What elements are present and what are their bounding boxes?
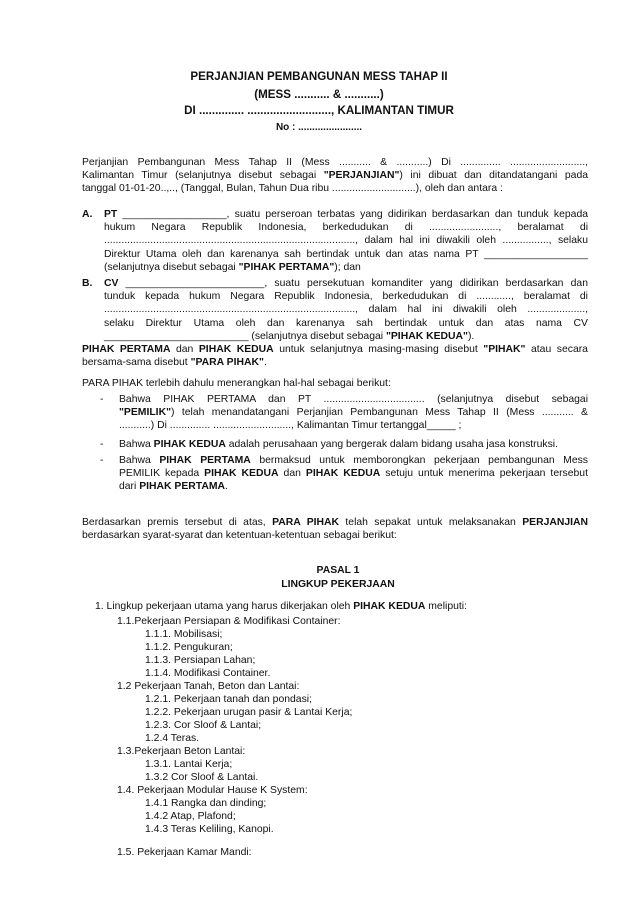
scope-subitem: 1.4. Pekerjaan Modular Hause K System: (117, 785, 308, 796)
recital-point-body (119, 454, 588, 494)
recital-point-body (119, 393, 588, 433)
recitals-intro (82, 377, 588, 390)
party-a-line: (selanjutnya disebut sebagai "PIHAK PERTAMA"); dan (104, 261, 361, 273)
party-b-line: selaku Direktur Utama oleh dan karenanya sah bertindak untuk dan atas nama CV (104, 317, 588, 329)
party-b-line: CV ________________________, suatu persekutuan komanditer yang didirikan berdasarkan dan (104, 278, 588, 289)
scope-subsubitem: 1.2.3. Cor Sloof & Lantai; (145, 720, 262, 731)
scope-subsubitem: 1.1.3. Persiapan Lahan; (145, 655, 256, 666)
dash-bullet: - (100, 394, 104, 405)
scope-subitem: 1.1.Pekerjaan Persiapan & Modifikasi Container: (117, 616, 341, 627)
recital-point-body (119, 438, 588, 451)
party-b-body (104, 277, 588, 343)
para-pihak-paragraph (82, 343, 588, 369)
recital-line: PEMILIK kepada PIHAK KEDUA dan PIHAK KEDUA setuju untuk menerima pekerjaan tersebut (119, 468, 588, 480)
intro-line: tanggal 01-01-20..,.., (Tanggal, Bulan, Tahun Dua ribu .............................), oleh dan antara : (82, 183, 503, 195)
scope-subsubitem: 1.3.2 Cor Sloof & Lantai. (145, 772, 259, 783)
party-b-line: tunduk kepada hukum Negara Republik Indonesia, berkedudukan di ............, beralamat di (104, 291, 588, 303)
agreement-title: PERJANJIAN PEMBANGUNAN MESS TAHAP II (190, 70, 448, 83)
recitals-intro-line: PARA PIHAK terlebih dahulu menerangkan hal-hal sebagai berikut: (82, 378, 391, 389)
scope-subsubitem: 1.1.1. Mobilisasi; (145, 629, 223, 640)
scope-subsubitem: 1.1.2. Pengukuran; (145, 642, 233, 653)
scope-subitem: 1.3.Pekerjaan Beton Lantai: (117, 746, 246, 757)
scope-subsubitem: 1.4.1 Rangka dan dinding; (145, 798, 267, 809)
recital-line: "PEMILIK") telah menandatangani Perjanjian Pembangunan Mess Tahap II (Mess ........... & (119, 407, 588, 419)
article-number: PASAL 1 (316, 565, 360, 576)
recital-line: dari PIHAK PERTAMA. (119, 481, 228, 493)
premise-line: berdasarkan syarat-syarat dan ketentuan-ketentuan sebagai berikut: (82, 530, 397, 542)
party-a-label: A. (82, 209, 93, 220)
scope-item: 1. Lingkup pekerjaan utama yang harus dikerjakan oleh PIHAK KEDUA meliputi: (95, 601, 467, 612)
party-b-line: ......................................................................................., dalam hal ini diwakili oleh ...................., (104, 304, 588, 316)
intro-line: Perjanjian Pembangunan Mess Tahap II (Mess ........... & ...........) Di .............. .........................., (82, 157, 588, 168)
recital-line: ...........) Di .............. ..........................., Kalimantan Timur tertanggal_____ ; (119, 420, 462, 432)
scope-subsubitem: 1.1.4. Modifikasi Container. (145, 668, 271, 679)
scope-subitem: 1.5. Pekerjaan Kamar Mandi: (117, 847, 252, 858)
mess-subtitle: (MESS ........... & ...........) (254, 88, 384, 101)
premise-line: Berdasarkan premis tersebut di atas, PARA PIHAK telah sepakat untuk melaksanakan PERJANJIAN (82, 517, 589, 528)
scope-subsubitem: 1.2.1. Pekerjaan tanah dan pondasi; (145, 694, 312, 705)
party-a-line: ......................................................................................., dalam hal ini diwakili oleh ................, selaku (104, 235, 588, 247)
intro-paragraph (82, 156, 588, 196)
intro-line: Kalimantan Timur (selanjutnya disebut sebagai "PERJANJIAN") ini dibuat dan ditandatangani pada (82, 170, 588, 182)
article-title: LINGKUP PEKERJAAN (281, 579, 395, 590)
party-b-label: B. (82, 278, 93, 289)
party-a-body (104, 208, 588, 274)
party-b-line: _________________________ (selanjutnya disebut sebagai "PIHAK KEDUA"). (104, 330, 475, 342)
recital-line: Bahwa PIHAK PERTAMA dan PT ................................... (selanjutnya disebut sebagai (119, 394, 588, 405)
location-subtitle: DI .............. .........................., KALIMANTAN TIMUR (184, 104, 454, 117)
party-a-line: Direktur Utama oleh dan karenanya sah bertindak untuk dan atas nama PT __________________ (104, 248, 588, 260)
scope-subsubitem: 1.2.4 Teras. (145, 733, 200, 744)
recital-line: Bahwa PIHAK PERTAMA bermaksud untuk memborongkan pekerjaan pembangunan Mess (119, 455, 588, 466)
para-pihak-line: PIHAK PERTAMA dan PIHAK KEDUA untuk selanjutnya masing-masing disebut "PIHAK" atau secara (82, 344, 588, 355)
dash-bullet: - (100, 439, 104, 450)
scope-subitem: 1.2 Pekerjaan Tanah, Beton dan Lantai: (117, 681, 300, 692)
document-number: No : ....................... (275, 122, 363, 133)
scope-subsubitem: 1.3.1. Lantai Kerja; (145, 759, 233, 770)
scope-subsubitem: 1.4.3 Teras Keliling, Kanopi. (145, 824, 274, 835)
party-a-line: hukum Negara Republik Indonesia, berkedudukan di ........................, beralamat di (104, 222, 588, 234)
para-pihak-line: bersama-sama disebut "PARA PIHAK". (82, 357, 267, 369)
dash-bullet: - (100, 455, 104, 466)
scope-subsubitem: 1.2.2. Pekerjaan urugan pasir & Lantai Kerja; (145, 707, 353, 718)
recital-line: Bahwa PIHAK KEDUA adalah perusahaan yang bergerak dalam bidang usaha jasa konstruksi. (119, 439, 558, 450)
scope-subsubitem: 1.4.2 Atap, Plafond; (145, 811, 236, 822)
party-a-line: PT __________________, suatu perseroan terbatas yang didirikan berdasarkan dan tunduk kepada (104, 209, 588, 220)
premise-paragraph (82, 516, 588, 542)
